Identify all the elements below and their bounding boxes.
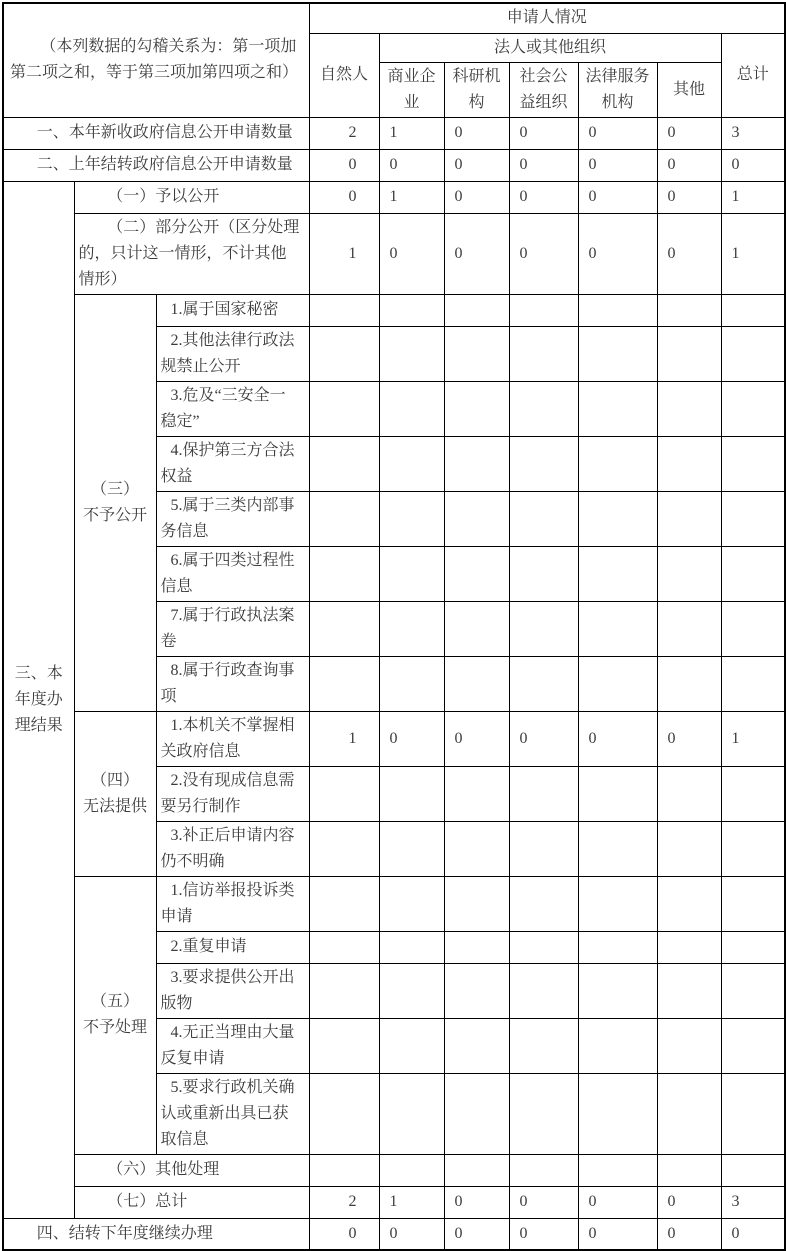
- data-cell: [721, 1073, 785, 1154]
- data-cell: 2: [309, 1186, 379, 1218]
- data-cell: [379, 294, 444, 326]
- data-cell: 0: [379, 1218, 444, 1250]
- data-cell: 3: [721, 1186, 785, 1218]
- data-cell: 2: [309, 117, 379, 149]
- row-label-enforcement-files: 7.属于行政执法案卷: [156, 601, 309, 656]
- section-label-this-year-results: 三、本年度办理结果: [3, 181, 74, 1218]
- data-cell: [379, 546, 444, 601]
- data-cell: [379, 601, 444, 656]
- data-cell: [509, 436, 578, 491]
- data-cell: 0: [444, 181, 509, 213]
- data-cell: [444, 1018, 509, 1073]
- data-cell: [657, 546, 721, 601]
- row-label-admin-query: 8.属于行政查询事项: [156, 656, 309, 711]
- data-cell: 0: [657, 181, 721, 213]
- data-cell: [379, 491, 444, 546]
- data-cell: 0: [578, 1218, 657, 1250]
- col-header-total: 总计: [721, 33, 785, 117]
- data-cell: [578, 1154, 657, 1186]
- data-cell: 0: [657, 1218, 721, 1250]
- data-cell: 1: [379, 117, 444, 149]
- data-cell: [379, 436, 444, 491]
- data-cell: [309, 876, 379, 931]
- data-cell: [309, 294, 379, 326]
- data-cell: 0: [657, 213, 721, 294]
- data-cell: 0: [657, 1186, 721, 1218]
- data-cell: [379, 821, 444, 876]
- data-cell: 0: [309, 181, 379, 213]
- data-cell: [509, 491, 578, 546]
- data-cell: [444, 876, 509, 931]
- data-cell: [309, 381, 379, 436]
- data-cell: [379, 1073, 444, 1154]
- data-cell: [721, 1154, 785, 1186]
- group-label-name: 不予公开: [82, 506, 147, 524]
- table-row: [3, 1218, 785, 1250]
- row-label-subtotal: （七）总计: [74, 1186, 309, 1218]
- data-cell: 1: [309, 213, 379, 294]
- data-cell: 1: [721, 711, 785, 766]
- data-cell: 0: [509, 181, 578, 213]
- row-label-granted: （一）予以公开: [74, 181, 309, 213]
- data-cell: [444, 601, 509, 656]
- data-cell: 0: [379, 149, 444, 181]
- row-label-unjustified-repeated: 4.无正当理由大量反复申请: [156, 1018, 309, 1073]
- data-cell: 0: [578, 711, 657, 766]
- data-cell: [721, 601, 785, 656]
- group-label-unable: [74, 711, 156, 876]
- data-cell: 0: [379, 711, 444, 766]
- data-cell: [578, 766, 657, 821]
- row-label-not-held: 1.本机关不掌握相关政府信息: [156, 711, 309, 766]
- table-row: [3, 117, 785, 149]
- data-cell: [309, 1073, 379, 1154]
- data-cell: [444, 381, 509, 436]
- data-cell: [444, 491, 509, 546]
- table-row: [3, 3, 785, 33]
- row-label-confirm-reissue: 5.要求行政机关确认或重新出具已获取信息: [156, 1073, 309, 1154]
- group-label-refused: [74, 294, 156, 711]
- data-cell: [578, 1018, 657, 1073]
- col-header-public-welfare-org: 社会公益组织: [509, 62, 578, 117]
- data-cell: [509, 381, 578, 436]
- data-cell: [309, 1154, 379, 1186]
- data-cell: 0: [309, 1218, 379, 1250]
- data-cell: 0: [444, 149, 509, 181]
- table-row: [3, 149, 785, 181]
- data-cell: [721, 546, 785, 601]
- data-cell: [509, 326, 578, 381]
- row-label-published-materials: 3.要求提供公开出版物: [156, 963, 309, 1018]
- group-label-num: （四）: [90, 771, 139, 789]
- data-cell: [379, 766, 444, 821]
- data-cell: [444, 326, 509, 381]
- data-cell: [657, 381, 721, 436]
- data-cell: [578, 381, 657, 436]
- group-label-not-processed: [74, 876, 156, 1154]
- data-cell: [657, 294, 721, 326]
- table-row: [3, 711, 785, 766]
- row-label-still-unclear: 3.补正后申请内容仍不明确: [156, 821, 309, 876]
- data-cell: 0: [578, 1186, 657, 1218]
- data-cell: 1: [379, 181, 444, 213]
- data-cell: [379, 931, 444, 963]
- data-cell: [309, 766, 379, 821]
- data-cell: [721, 326, 785, 381]
- data-cell: [444, 931, 509, 963]
- data-cell: [657, 766, 721, 821]
- reconciliation-note: （本列数据的勾稽关系为：第一项加第二项之和，等于第三项加第四项之和）: [3, 3, 309, 117]
- data-cell: [578, 601, 657, 656]
- header-applicant-status: 申请人情况: [309, 3, 785, 33]
- table-row: [3, 294, 785, 326]
- data-cell: [578, 821, 657, 876]
- data-cell: 0: [657, 117, 721, 149]
- data-cell: 0: [721, 149, 785, 181]
- data-cell: 0: [657, 711, 721, 766]
- table-row: [3, 213, 785, 294]
- data-cell: [509, 656, 578, 711]
- gov-info-disclosure-application-table: [2, 2, 786, 1251]
- data-cell: [379, 876, 444, 931]
- data-cell: 1: [309, 711, 379, 766]
- data-cell: [657, 656, 721, 711]
- data-cell: 0: [444, 213, 509, 294]
- row-label-new-received: 一、本年新收政府信息公开申请数量: [3, 117, 309, 149]
- data-cell: [578, 546, 657, 601]
- data-cell: [657, 601, 721, 656]
- data-cell: [578, 1073, 657, 1154]
- data-cell: [509, 766, 578, 821]
- data-cell: [444, 546, 509, 601]
- data-cell: [721, 766, 785, 821]
- data-cell: 0: [721, 1218, 785, 1250]
- group-label-num: （三）: [90, 480, 139, 498]
- data-cell: 0: [509, 1186, 578, 1218]
- data-cell: [721, 381, 785, 436]
- data-cell: [309, 601, 379, 656]
- data-cell: [509, 294, 578, 326]
- data-cell: 0: [509, 213, 578, 294]
- data-cell: 0: [578, 149, 657, 181]
- data-cell: [444, 821, 509, 876]
- data-cell: 0: [509, 117, 578, 149]
- row-label-petition-type: 1.信访举报投诉类申请: [156, 876, 309, 931]
- row-label-third-party-rights: 4.保护第三方合法权益: [156, 436, 309, 491]
- data-cell: [379, 326, 444, 381]
- table-row: [3, 876, 785, 931]
- data-cell: [379, 656, 444, 711]
- data-cell: [578, 876, 657, 931]
- row-label-other-handling: （六）其他处理: [74, 1154, 309, 1186]
- data-cell: 0: [657, 149, 721, 181]
- data-cell: [509, 601, 578, 656]
- data-cell: [657, 1018, 721, 1073]
- data-cell: 3: [721, 117, 785, 149]
- data-cell: 1: [721, 213, 785, 294]
- data-cell: [721, 656, 785, 711]
- data-cell: 0: [379, 213, 444, 294]
- group-label-name: 无法提供: [82, 797, 147, 815]
- col-header-legal-service-org: 法律服务机构: [578, 62, 657, 117]
- data-cell: 1: [379, 1186, 444, 1218]
- data-cell: [509, 821, 578, 876]
- data-cell: [309, 1018, 379, 1073]
- row-label-law-forbidden: 2.其他法律行政法规禁止公开: [156, 326, 309, 381]
- row-label-internal-affairs: 5.属于三类内部事务信息: [156, 491, 309, 546]
- data-cell: 0: [444, 1218, 509, 1250]
- data-cell: [657, 326, 721, 381]
- data-cell: 0: [309, 149, 379, 181]
- group-label-num: （五）: [90, 993, 139, 1010]
- data-cell: [578, 656, 657, 711]
- row-label-partial: （二）部分公开（区分处理的，只计这一情形，不计其他情形）: [74, 213, 309, 294]
- data-cell: 0: [509, 149, 578, 181]
- data-cell: [509, 1018, 578, 1073]
- data-cell: [309, 821, 379, 876]
- data-cell: [309, 656, 379, 711]
- data-cell: [509, 1154, 578, 1186]
- data-cell: 0: [444, 1186, 509, 1218]
- row-label-carried-over: 二、上年结转政府信息公开申请数量: [3, 149, 309, 181]
- data-cell: [657, 436, 721, 491]
- col-header-research-institution: 科研机构: [444, 62, 509, 117]
- data-cell: 0: [509, 711, 578, 766]
- data-cell: 0: [444, 117, 509, 149]
- data-cell: [657, 931, 721, 963]
- data-cell: 1: [721, 181, 785, 213]
- col-header-other: 其他: [657, 62, 721, 117]
- data-cell: [444, 963, 509, 1018]
- header-legal-or-other-org: 法人或其他组织: [379, 33, 721, 62]
- table-row: [3, 1154, 785, 1186]
- data-cell: [721, 491, 785, 546]
- data-cell: 0: [509, 1218, 578, 1250]
- row-label-needs-creation: 2.没有现成信息需要另行制作: [156, 766, 309, 821]
- data-cell: [309, 436, 379, 491]
- data-cell: [509, 876, 578, 931]
- data-cell: [309, 546, 379, 601]
- data-cell: [721, 294, 785, 326]
- row-label-endanger-safety: 3.危及“三安全一稳定”: [156, 381, 309, 436]
- data-cell: [379, 1018, 444, 1073]
- data-cell: [721, 1018, 785, 1073]
- group-label-name: 不予处理: [82, 1019, 147, 1036]
- col-header-commercial-enterprise: 商业企业: [379, 62, 444, 117]
- data-cell: [379, 381, 444, 436]
- data-cell: 0: [444, 711, 509, 766]
- data-cell: [509, 931, 578, 963]
- data-cell: [578, 326, 657, 381]
- data-cell: [578, 294, 657, 326]
- data-cell: [657, 491, 721, 546]
- data-cell: [379, 1154, 444, 1186]
- data-cell: [578, 963, 657, 1018]
- data-cell: [309, 491, 379, 546]
- table-row: [3, 181, 785, 213]
- row-label-state-secret: 1.属于国家秘密: [156, 294, 309, 326]
- row-label-process-info: 6.属于四类过程性信息: [156, 546, 309, 601]
- data-cell: [444, 656, 509, 711]
- data-cell: 0: [578, 181, 657, 213]
- data-cell: [444, 766, 509, 821]
- data-cell: [379, 963, 444, 1018]
- data-cell: [578, 436, 657, 491]
- data-cell: [309, 963, 379, 1018]
- data-cell: [657, 821, 721, 876]
- data-cell: [657, 963, 721, 1018]
- data-cell: 0: [578, 117, 657, 149]
- data-cell: [578, 931, 657, 963]
- data-cell: [309, 931, 379, 963]
- data-cell: [309, 326, 379, 381]
- col-header-natural-person: 自然人: [309, 33, 379, 117]
- data-cell: [444, 1154, 509, 1186]
- data-cell: [509, 546, 578, 601]
- data-cell: [721, 963, 785, 1018]
- data-cell: [444, 436, 509, 491]
- data-cell: [578, 491, 657, 546]
- data-cell: 0: [578, 213, 657, 294]
- data-cell: [444, 294, 509, 326]
- data-cell: [657, 1154, 721, 1186]
- data-cell: [721, 931, 785, 963]
- data-cell: [509, 963, 578, 1018]
- row-label-next-year: 四、结转下年度继续办理: [3, 1218, 309, 1250]
- row-label-repeat-request: 2.重复申请: [156, 931, 309, 963]
- data-cell: [509, 1073, 578, 1154]
- data-cell: [721, 876, 785, 931]
- data-cell: [657, 1073, 721, 1154]
- table-row: [3, 1186, 785, 1218]
- data-cell: [721, 821, 785, 876]
- data-cell: [721, 436, 785, 491]
- data-cell: [444, 1073, 509, 1154]
- data-cell: [657, 876, 721, 931]
